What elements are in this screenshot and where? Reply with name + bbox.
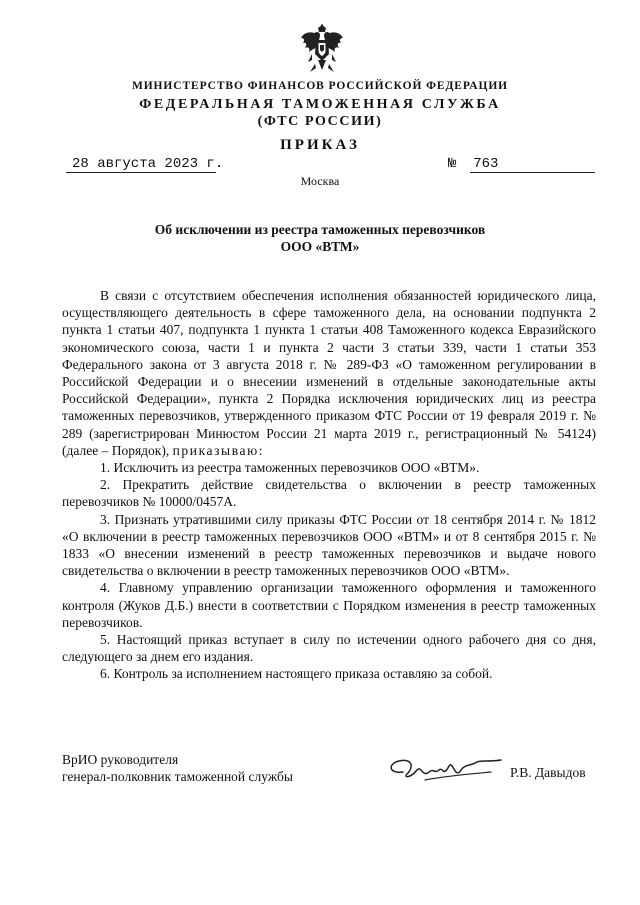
intro-paragraph xyxy=(62,287,596,459)
signer-role-line-2: генерал-полковник таможенной службы xyxy=(62,769,293,784)
handwritten-signature xyxy=(385,752,503,786)
ministry-name: МИНИСТЕРСТВО ФИНАНСОВ РОССИЙСКОЙ ФЕДЕРАЦИИ xyxy=(131,80,509,92)
date-underline xyxy=(66,172,216,173)
order-item-3: 3. Признать утратившими силу приказы ФТС России от 18 сентября 2014 г. № 1812 «О включении в реестр таможенных перевозчиков ООО «ВТМ» и от 8 сентября 2015 г. № 1833 «О внесении изменений в реестр таможенных перевозчиков и выдаче нового свидетельства о включении в реестр таможенных перевозчиков ООО «ВТМ». xyxy=(62,511,596,579)
order-item-2: 2. Прекратить действие свидетельства о включении в реестр таможенных перевозчиков № 10000/0457А. xyxy=(62,477,596,510)
coat-of-arms-emblem-icon xyxy=(298,24,346,76)
document-title-line-1: Об исключении из реестра таможенных перевозчиков xyxy=(154,222,486,237)
service-name: ФЕДЕРАЛЬНАЯ ТАМОЖЕННАЯ СЛУЖБА xyxy=(139,97,501,112)
document-city: Москва xyxy=(300,174,340,188)
order-item-6: 6. Контроль за исполнением настоящего приказа оставляю за собой. xyxy=(100,666,493,682)
document-number: 763 xyxy=(473,156,499,172)
document-type: ПРИКАЗ xyxy=(280,137,360,153)
document-number-field xyxy=(448,156,498,172)
service-short-name: (ФТС РОССИИ) xyxy=(257,114,383,129)
signer-role-line-1: ВрИО руководителя xyxy=(62,752,179,767)
order-item-4: 4. Главному управлению организации таможенного оформления и таможенного контроля (Жуков Д.Б.) внести в соответствии с Порядком изменения в реестр таможенных перевозчиков. xyxy=(62,580,596,630)
order-word: приказываю: xyxy=(172,442,265,458)
order-item-1: 1. Исключить из реестра таможенных перевозчиков ООО «ВТМ». xyxy=(100,460,480,476)
order-item-5: 5. Настоящий приказ вступает в силу по истечении одного рабочего дня со дня, следующего за днем его издания. xyxy=(62,632,596,665)
document-title-line-2: ООО «ВТМ» xyxy=(280,239,360,254)
intro-text: В связи с отсутствием обеспечения исполнения обязанностей юридического лица, осуществляющего деятельность в сфере таможенного дела, на основании подпункта 2 пункта 1 статьи 407, подпункта 1 пункта 1 статьи 408 Таможенного кодекса Евразийского экономического союза, части 1 и пункта 2 части 3 статьи 339, части 1 статьи 353 Федерального закона от 3 августа 2018 г. № 289-ФЗ «О таможенном регулировании в Российской Федерации и о внесении изменений в отдельные законодательные акты Российской Федерации», пункта 2 Порядка исключения юридических лиц из реестра таможенных перевозчиков, утвержденного приказом ФТС России от 19 февраля 2019 г. № 289 (зарегистрирован Минюстом России 21 марта 2019 г., регистрационный № 54124) (далее – Порядок), xyxy=(62,288,596,458)
number-sign: № xyxy=(448,156,457,172)
document-body xyxy=(62,287,596,683)
signer-name: Р.В. Давыдов xyxy=(510,765,586,780)
number-underline xyxy=(470,172,595,173)
document-date: 28 августа 2023 г. xyxy=(72,156,224,172)
